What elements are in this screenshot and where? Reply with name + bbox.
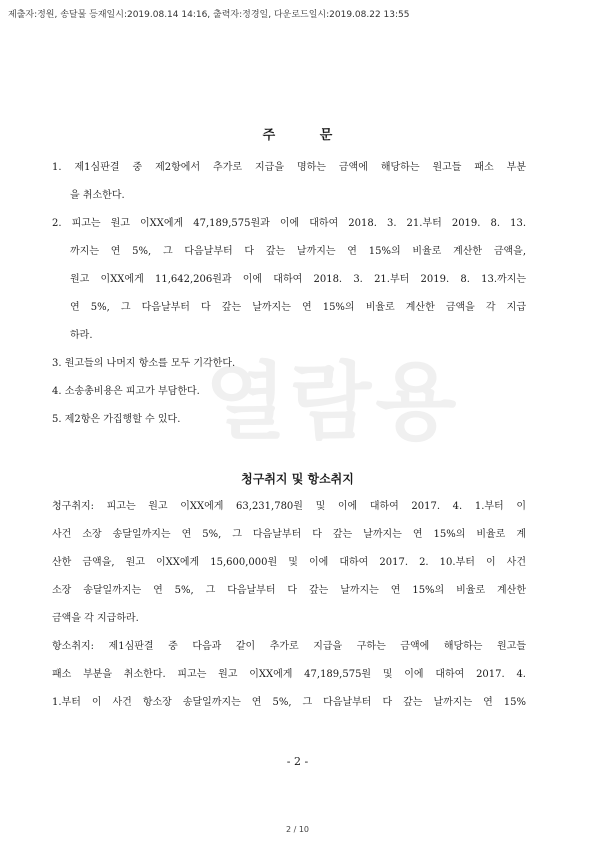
section-title: 청구취지 및 항소취지 xyxy=(241,472,354,486)
order-line: 2. 피고는 원고 이XX에게 47,189,575원과 이에 대하여 2018. 3. 21.부터 2019. 8. 13. xyxy=(52,218,526,229)
order-line: 5. 제2항은 가집행할 수 있다. xyxy=(52,414,181,425)
claim-line: 1.부터 이 사건 항소장 송달일까지는 연 5%, 그 다음날부터 다 갚는 날까지는 연 15% xyxy=(52,697,526,708)
order-line: 원고 이XX에게 11,642,206원과 이에 대하여 2018. 3. 21.부터 2019. 8. 13.까지는 xyxy=(70,274,526,285)
order-line: 연 5%, 그 다음날부터 다 갚는 날까지는 연 15%의 비율로 계산한 금액을 각 지급 xyxy=(70,302,526,313)
claim-line: 항소취지: 제1심판결 중 다음과 같이 추가로 지급을 구하는 금액에 해당하는 원고들 xyxy=(52,641,526,652)
document-header: 제출자:정원, 송달물 등재일시:2019.08.14 14:16, 출력자:정경일, 다운로드일시:2019.08.22 13:55 xyxy=(8,10,410,20)
page-title: 주 문 xyxy=(262,128,333,143)
claim-line: 청구취지: 피고는 원고 이XX에게 63,231,780원 및 이에 대하여 2017. 4. 1.부터 이 xyxy=(52,501,526,512)
order-line: 1. 제1심판결 중 제2항에서 추가로 지급을 명하는 금액에 해당하는 원고들 패소 부분 xyxy=(52,162,526,173)
order-line: 을 취소한다. xyxy=(70,190,125,201)
order-line: 4. 소송총비용은 피고가 부담한다. xyxy=(52,386,200,397)
page-counter: 2 / 10 xyxy=(285,825,310,834)
order-line: 까지는 연 5%, 그 다음날부터 다 갚는 날까지는 연 15%의 비율로 계산한 금액을, xyxy=(70,246,526,257)
claim-line: 소장 송달일까지는 연 5%, 그 다음날부터 다 갚는 날까지는 연 15%의 비율로 계산한 xyxy=(52,585,526,596)
order-line: 3. 원고들의 나머지 항소를 모두 기각한다. xyxy=(52,358,236,369)
watermark-text: 열람용 xyxy=(205,353,461,451)
page-number: - 2 - xyxy=(286,755,309,768)
order-line: 하라. xyxy=(70,330,93,341)
claim-line: 산한 금액을, 원고 이XX에게 15,600,000원 및 이에 대하여 2017. 2. 10.부터 이 사건 xyxy=(52,557,526,568)
claim-line: 사건 소장 송달일까지는 연 5%, 그 다음날부터 다 갚는 날까지는 연 15%의 비율로 계 xyxy=(52,529,526,540)
claim-line: 패소 부분을 취소한다. 피고는 원고 이XX에게 47,189,575원 및 이에 대하여 2017. 4. xyxy=(52,669,526,680)
claim-line: 금액을 각 지급하라. xyxy=(52,613,139,624)
